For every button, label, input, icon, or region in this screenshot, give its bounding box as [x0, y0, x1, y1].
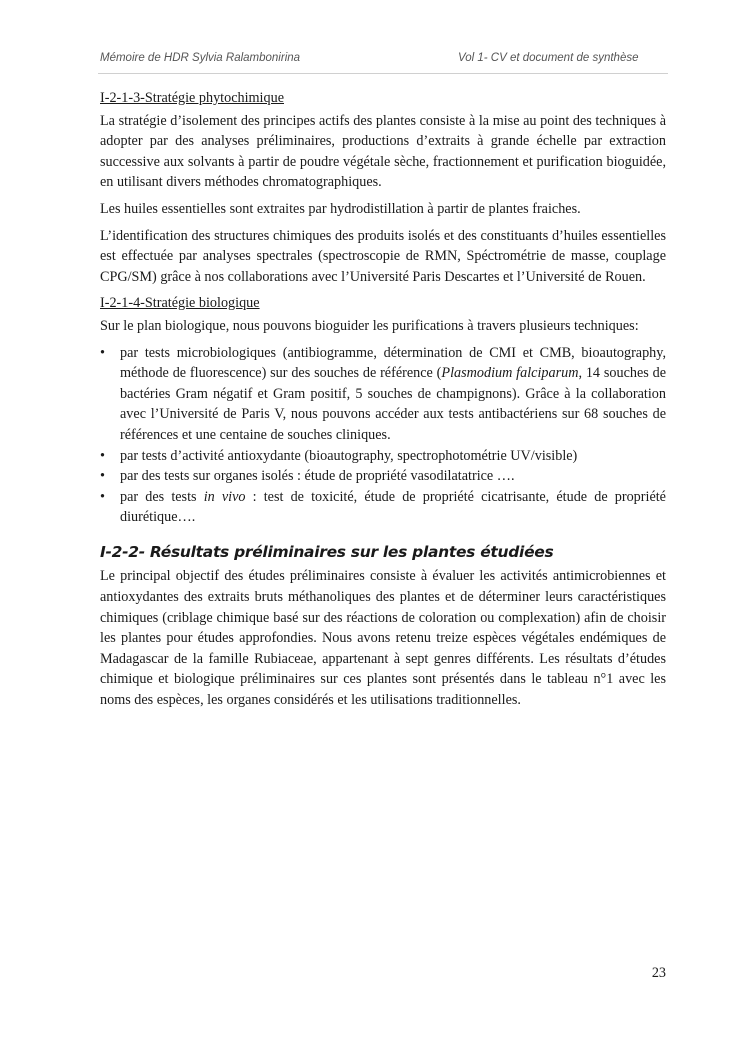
section-title-resultats: I-2-2- Résultats préliminaires sur les plantes étudiées — [100, 542, 554, 561]
bullet-icon: • — [100, 447, 105, 464]
page-number: 23 — [651, 965, 666, 981]
paragraph-huiles: Les huiles essentielles sont extraites par hydrodistillation à partir de plantes fraiches. — [100, 200, 581, 217]
bullet-icon: • — [100, 468, 105, 485]
subsection-title-phytochimique: I-2-1-3-Stratégie phytochimique — [100, 90, 284, 106]
page-header — [100, 52, 660, 68]
bullet-icon: • — [100, 344, 105, 361]
paragraph-isolement: La stratégie d’isolement des principes actifs des plantes consiste à la mise au point des techniques à adopter par des analyses préliminaires, productions d’extraits à grande échelle par extraction successive aux solvants à partir de poudre végétale sèche, fractionnement et purification bioguidée, en utilisant divers méthodes chromatographiques. — [100, 112, 666, 191]
bullet-icon: • — [100, 488, 105, 505]
page-body — [100, 88, 666, 717]
paragraph-identification: L’identification des structures chimiques des produits isolés et des constituants d’huiles essentielles est effectuée par analyses spectrales (spectroscopie de RMN, Spéctrométrie de masse, couplage CPG/SM) grâce à nos collaborations avec l’Université Paris Descartes et l’Université de Rouen. — [100, 227, 666, 285]
paragraph-biologique-intro: Sur le plan biologique, nous pouvons bioguider les purifications à travers plusieurs techniques: — [100, 317, 639, 334]
header-divider — [98, 73, 668, 74]
list-item: • par des tests in vivo : test de toxicité, étude de propriété cicatrisante, étude de propriété diurétique…. — [100, 488, 666, 526]
header-author: Mémoire de HDR Sylvia Ralambonirina — [100, 52, 301, 64]
header-volume: Vol 1- CV et document de synthèse — [458, 52, 639, 64]
list-item: • par tests d’activité antioxydante (bioautography, spectrophotométrie UV/visible) — [100, 446, 666, 467]
list-item: • par des tests sur organes isolés : étude de propriété vasodilatatrice …. — [100, 466, 666, 487]
paragraph-resultats: Le principal objectif des études préliminaires consiste à évaluer les activités antimicrobiennes et antioxydantes des extraits bruts méthanoliques des plantes et de déterminer leurs caractéristiques chimiques (criblage chimique basé sur des réactions de coloration ou complexation) afin de choisir les plantes pour études approfondies. Nous avons retenu treize espèces végétales endémiques de Madagascar de la famille Rubiaceae, appartenant à sept genres différents. Les résultats d’études chimique et biologique préliminaires sur ces plantes sont présentés dans le tableau n°1 avec les noms des espèces, les organes considérés et les utilisations traditionnelles. — [100, 568, 666, 709]
species-name: Plasmodium falciparum — [441, 365, 579, 382]
technique-list — [100, 343, 666, 528]
list-item: • par tests microbiologiques (antibiogramme, détermination de CMI et CMB, bioautography, méthode de fluorescence) sur des souches de référence (Plasmodium falciparum, 14 souches de bactéries Gram négatif et Gram positif, 5 souches de champignons). Grâce à la collaboration avec l’Université de Paris V, nous pouvons accéder aux tests antibactériens sur 68 souches de références et une centaine de souches cliniques. — [100, 344, 667, 443]
in-vivo-term: in vivo — [203, 488, 246, 505]
subsection-title-biologique: I-2-1-4-Stratégie biologique — [100, 295, 260, 312]
